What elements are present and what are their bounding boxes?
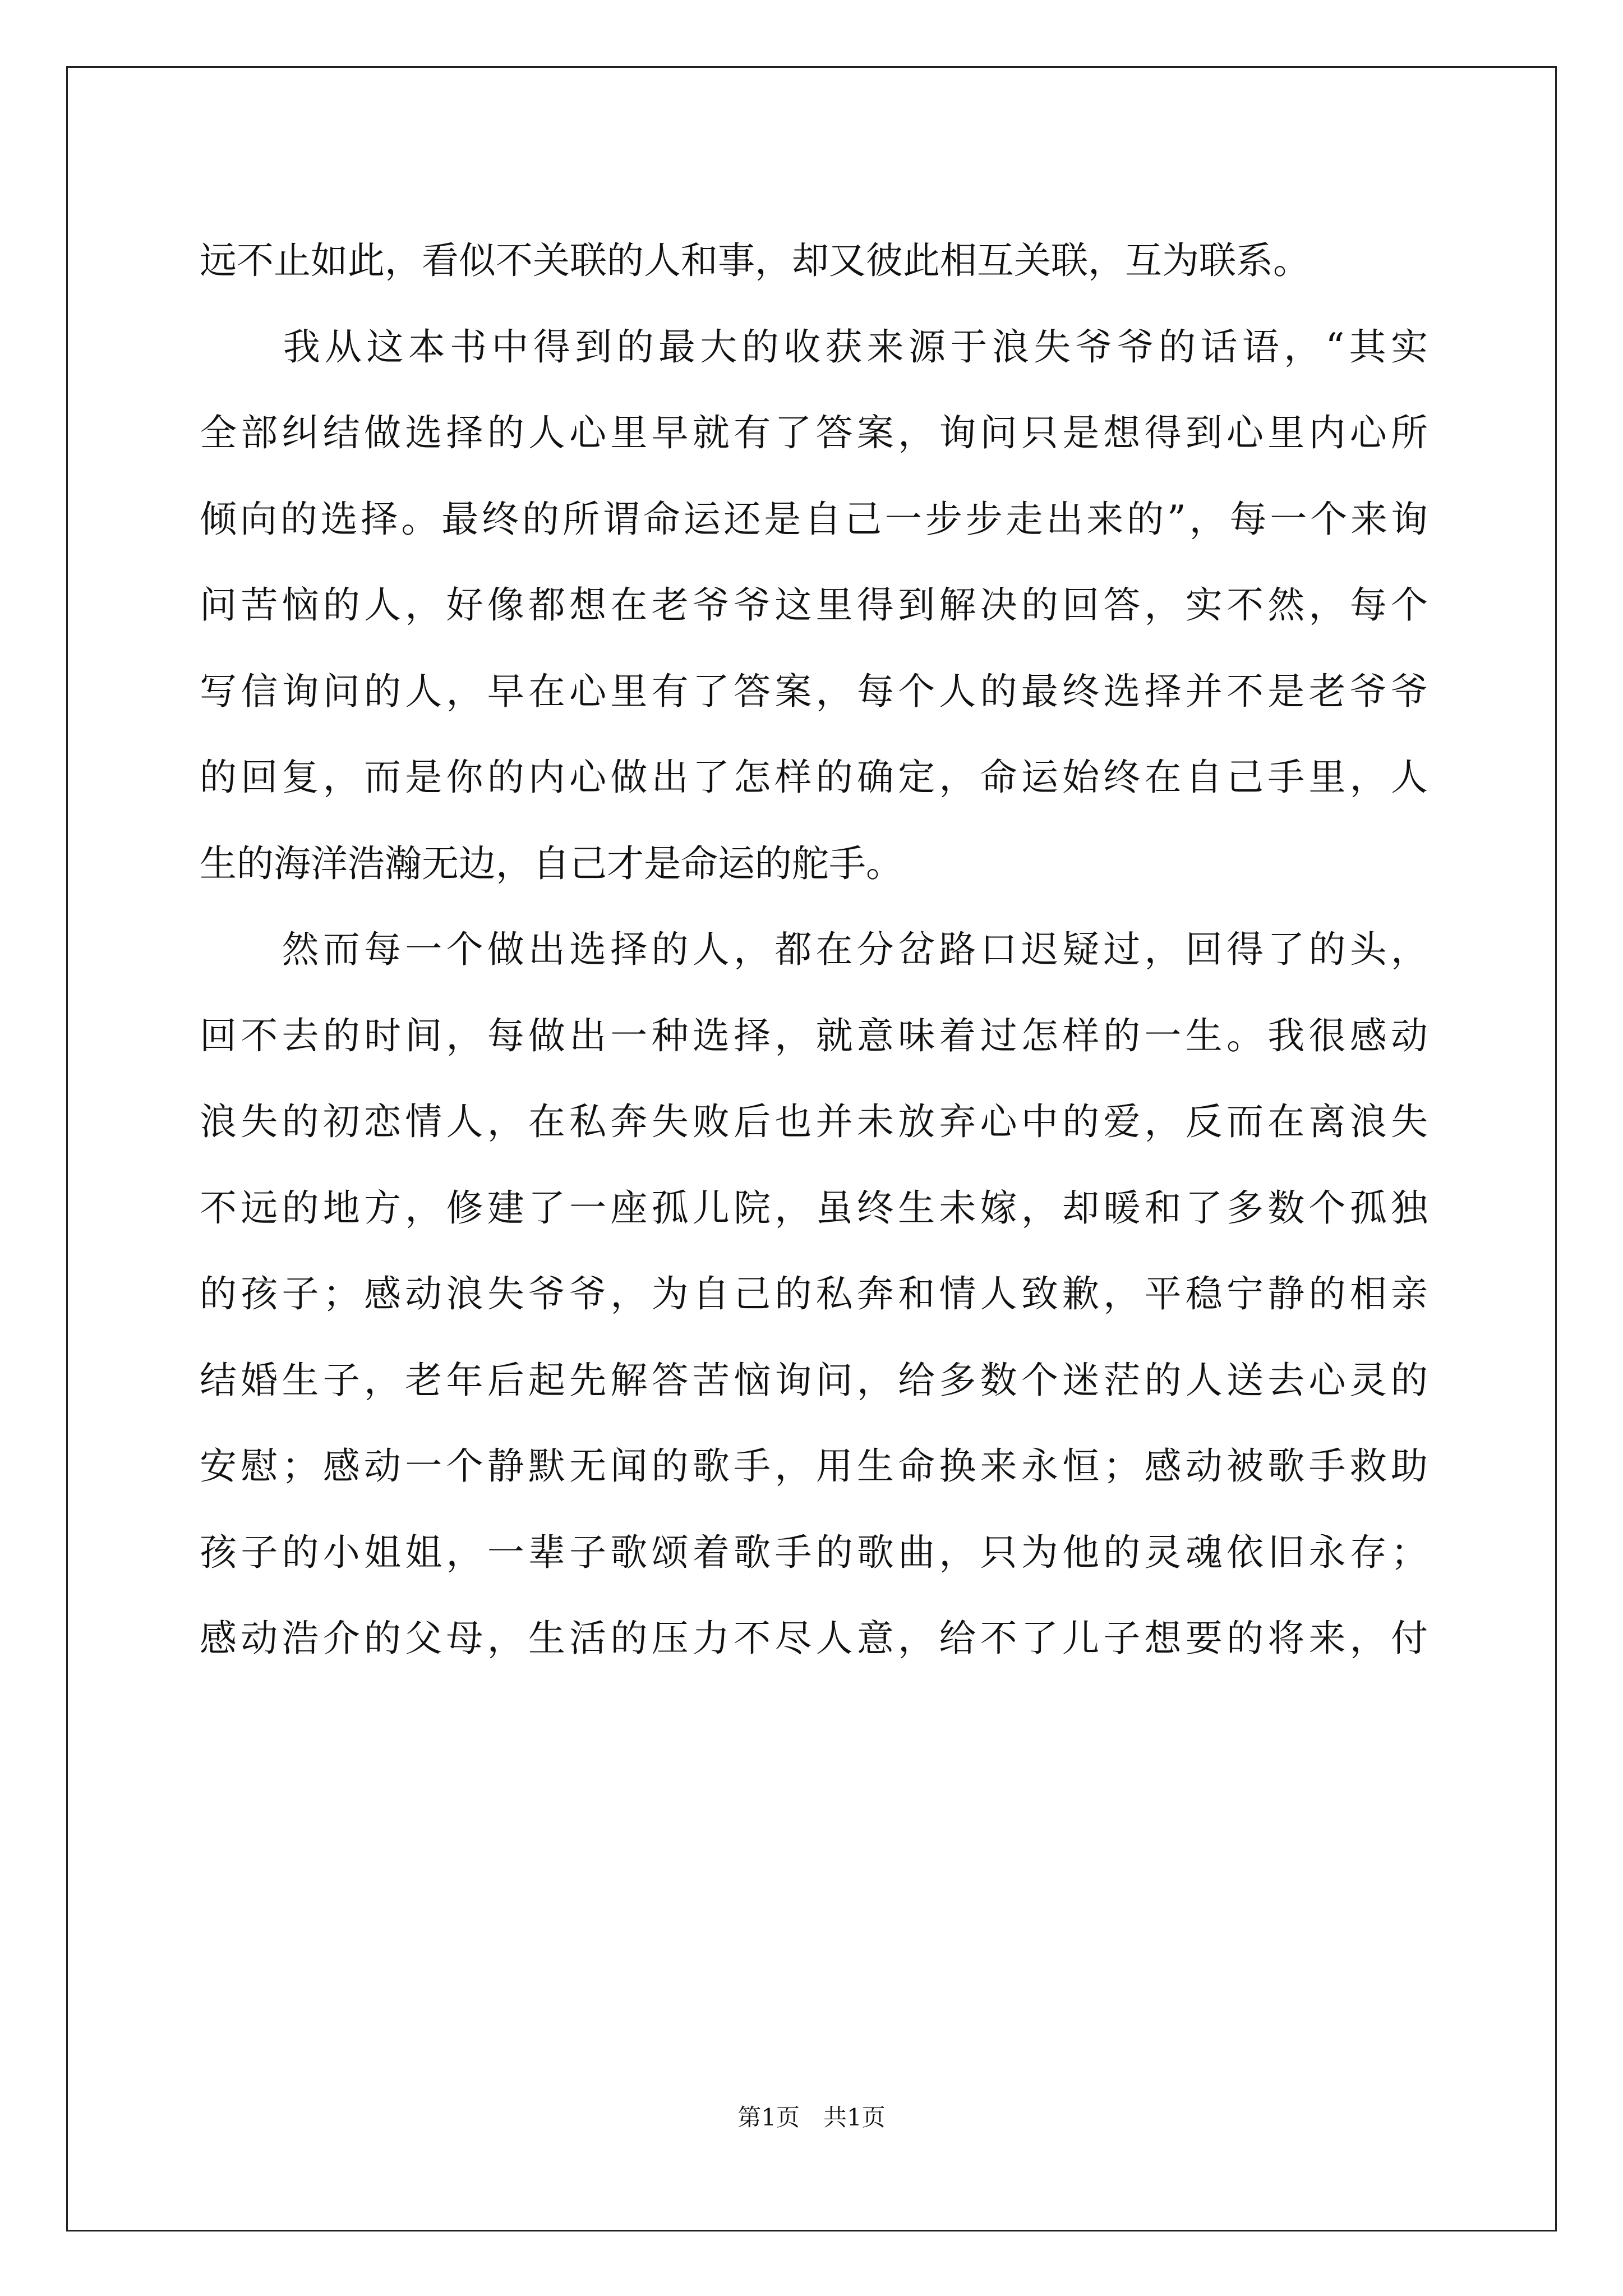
text-line: 感动浩介的父母，生活的压力不尽人意，给不了儿子想要的将来，付 [200,1617,1428,1660]
text-line: 生的海洋浩瀚无边，自己才是命运的舵手。 [200,841,903,885]
text-line: 倾向的选择。最终的所谓命运还是自己一步步走出来的”，每一个来询 [200,497,1428,541]
text-line: 远不止如此，看似不关联的人和事，却又彼此相互关联，互为联系。 [200,239,1310,282]
text-line: 问苦恼的人，好像都想在老爷爷这里得到解决的回答，实不然，每个 [200,583,1428,627]
text-line: 写信询问的人，早在心里有了答案，每个人的最终选择并不是老爷爷 [200,669,1428,713]
document-body [200,218,1428,1682]
page-footer: 第1页 共1页 [737,2104,886,2131]
text-line: 的孩子；感动浪失爷爷，为自己的私奔和情人致歉，平稳宁静的相亲 [200,1272,1428,1315]
text-line: 安慰；感动一个静默无闻的歌手，用生命换来永恒；感动被歌手救助 [200,1444,1428,1488]
text-line: 浪失的初恋情人，在私奔失败后也并未放弃心中的爱，反而在离浪失 [200,1100,1428,1143]
text-line: 的回复，而是你的内心做出了怎样的确定，命运始终在自己手里，人 [200,756,1428,799]
text-line: 回不去的时间，每做出一种选择，就意味着过怎样的一生。我很感动 [200,1014,1428,1057]
text-line: 我从这本书中得到的最大的收获来源于浪失爷爷的话语，“其实 [200,325,1428,369]
text-line: 然而每一个做出选择的人，都在分岔路口迟疑过，回得了的头， [200,928,1428,971]
text-line: 孩子的小姐姐，一辈子歌颂着歌手的歌曲，只为他的灵魂依旧永存； [200,1530,1428,1574]
text-line: 结婚生子，老年后起先解答苦恼询问，给多数个迷茫的人送去心灵的 [200,1358,1428,1402]
text-line: 全部纠结做选择的人心里早就有了答案，询问只是想得到心里内心所 [200,411,1428,454]
text-line: 不远的地方，修建了一座孤儿院，虽终生未嫁，却暖和了多数个孤独 [200,1186,1428,1230]
